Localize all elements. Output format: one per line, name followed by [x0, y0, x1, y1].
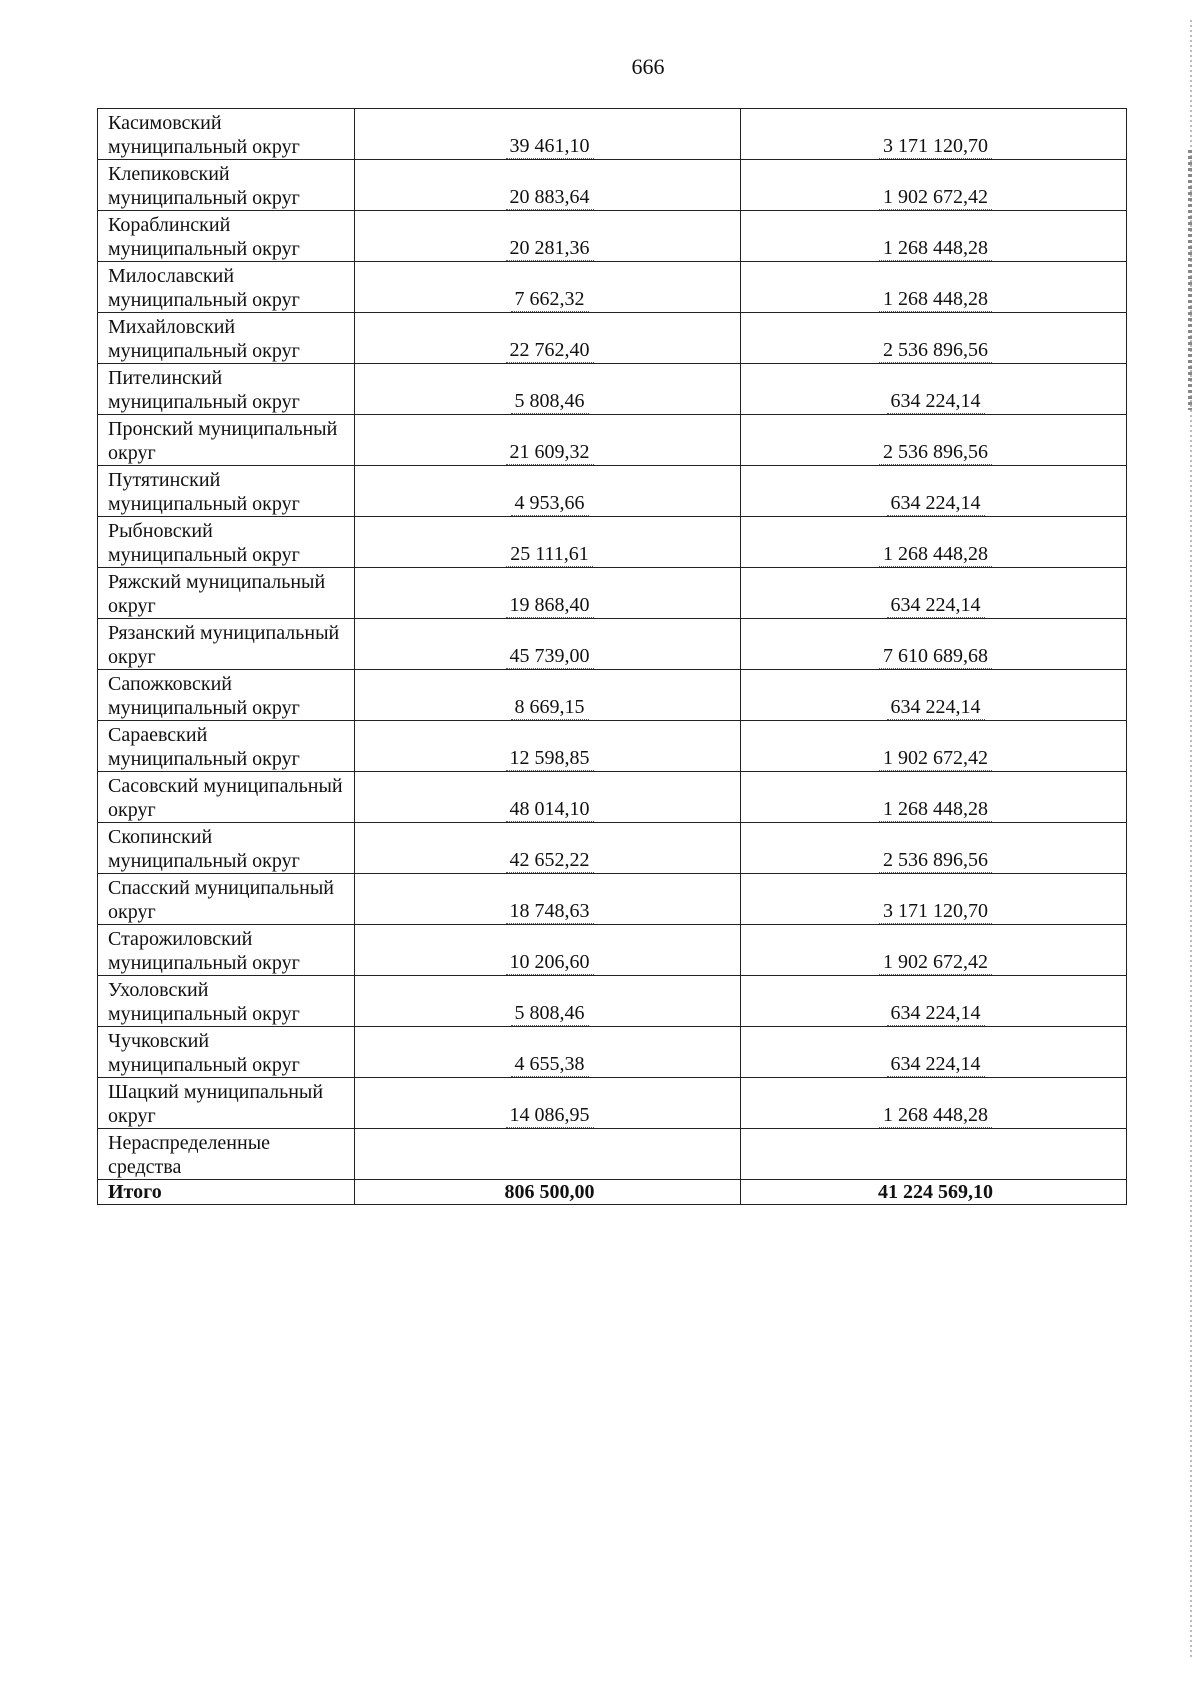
- district-name-cell: Касимовский муниципальный округ: [98, 109, 355, 160]
- amount-cell-1: [355, 721, 741, 772]
- district-name-cell: Шацкий муниципальный округ: [98, 1078, 355, 1129]
- table-row: [98, 670, 1127, 721]
- total-label-cell: Итого: [98, 1180, 355, 1205]
- table-row: [98, 364, 1127, 415]
- amount-cell-1: [355, 211, 741, 262]
- amount-cell-1: [355, 823, 741, 874]
- district-name-cell: Сапожковский муниципальный округ: [98, 670, 355, 721]
- table-row: [98, 568, 1127, 619]
- amount-value-2: 634 224,14: [887, 1001, 985, 1026]
- amount-value-1: 12 598,85: [506, 746, 594, 771]
- amount-cell-1: [355, 772, 741, 823]
- amount-cell-1: [355, 313, 741, 364]
- amount-value-2: 2 536 896,56: [879, 338, 992, 363]
- amount-value-1: 20 281,36: [506, 236, 594, 261]
- table-row: [98, 925, 1127, 976]
- amount-value-2: 1 268 448,28: [879, 797, 992, 822]
- amount-value-2: 1 268 448,28: [879, 1103, 992, 1128]
- district-name-cell: Клепиковский муниципальный округ: [98, 160, 355, 211]
- amount-cell-1: [355, 976, 741, 1027]
- table-row: [98, 1078, 1127, 1129]
- amount-value-2: 1 268 448,28: [879, 236, 992, 261]
- table-row: [98, 1027, 1127, 1078]
- district-name-cell: Нераспределенные средства: [98, 1129, 355, 1180]
- amount-value-1: 4 953,66: [511, 491, 589, 516]
- amount-value-1: 21 609,32: [506, 440, 594, 465]
- amount-value-1: 20 883,64: [506, 185, 594, 210]
- amount-cell-1: [355, 925, 741, 976]
- amount-value-1: 48 014,10: [506, 797, 594, 822]
- amount-cell-1: [355, 874, 741, 925]
- amount-cell-1: [355, 160, 741, 211]
- amount-value-2: 634 224,14: [887, 1052, 985, 1077]
- amount-cell-2: [741, 925, 1127, 976]
- amount-cell-2: [741, 313, 1127, 364]
- amount-cell-1: [355, 1129, 741, 1180]
- amount-value-2: 634 224,14: [887, 389, 985, 414]
- amount-value-2: 1 902 672,42: [879, 185, 992, 210]
- amount-value-1: 5 808,46: [511, 1001, 589, 1026]
- amount-cell-2: [741, 466, 1127, 517]
- amount-cell-1: [355, 466, 741, 517]
- amount-cell-2: [741, 415, 1127, 466]
- page-number: 666: [631, 54, 665, 79]
- total-amount-cell-2: 41 224 569,10: [741, 1180, 1127, 1205]
- amount-cell-2: [741, 160, 1127, 211]
- scan-edge-artifact-block: [1188, 150, 1192, 410]
- district-name-cell: Милославский муниципальный округ: [98, 262, 355, 313]
- district-name-cell: Сараевский муниципальный округ: [98, 721, 355, 772]
- table-row: [98, 160, 1127, 211]
- table-row: [98, 772, 1127, 823]
- table-row: [98, 262, 1127, 313]
- table-row: [98, 1129, 1127, 1180]
- table-row: [98, 313, 1127, 364]
- allocation-table: [97, 108, 1127, 1205]
- amount-cell-1: [355, 1078, 741, 1129]
- amount-cell-1: [355, 670, 741, 721]
- district-name-cell: Сасовский муниципальный округ: [98, 772, 355, 823]
- amount-cell-1: [355, 619, 741, 670]
- table-row: [98, 109, 1127, 160]
- district-name-cell: Спасский муниципальный округ: [98, 874, 355, 925]
- amount-cell-2: [741, 1027, 1127, 1078]
- district-name-cell: Скопинский муниципальный округ: [98, 823, 355, 874]
- amount-value-1: 19 868,40: [506, 593, 594, 618]
- amount-cell-2: [741, 364, 1127, 415]
- amount-value-1: 8 669,15: [511, 695, 589, 720]
- amount-value-1: 14 086,95: [506, 1103, 594, 1128]
- amount-value-1: 39 461,10: [506, 134, 594, 159]
- table-row: [98, 721, 1127, 772]
- amount-cell-1: [355, 364, 741, 415]
- amount-cell-1: [355, 262, 741, 313]
- district-name-cell: Михайловский муниципальный округ: [98, 313, 355, 364]
- table-row: [98, 415, 1127, 466]
- amount-cell-2: [741, 1129, 1127, 1180]
- amount-value-1: 22 762,40: [506, 338, 594, 363]
- table-row: [98, 466, 1127, 517]
- table-row: [98, 517, 1127, 568]
- amount-value-1: 5 808,46: [511, 389, 589, 414]
- amount-cell-2: [741, 619, 1127, 670]
- amount-cell-2: [741, 772, 1127, 823]
- amount-value-2: 7 610 689,68: [879, 644, 992, 669]
- amount-value-1: 7 662,32: [511, 287, 589, 312]
- amount-cell-1: [355, 1027, 741, 1078]
- amount-value-2: 634 224,14: [887, 695, 985, 720]
- amount-value-2: 634 224,14: [887, 593, 985, 618]
- table-row: [98, 619, 1127, 670]
- amount-value-1: 10 206,60: [506, 950, 594, 975]
- amount-value-2: 1 268 448,28: [879, 287, 992, 312]
- amount-value-2: 1 902 672,42: [879, 950, 992, 975]
- amount-value-2: 1 268 448,28: [879, 542, 992, 567]
- amount-value-2: 634 224,14: [887, 491, 985, 516]
- district-name-cell: Старожиловский муниципальный округ: [98, 925, 355, 976]
- table-row: [98, 976, 1127, 1027]
- amount-cell-1: [355, 517, 741, 568]
- amount-value-1: 45 739,00: [506, 644, 594, 669]
- amount-cell-2: [741, 568, 1127, 619]
- amount-value-1: 25 111,61: [506, 542, 593, 567]
- amount-value-2: 2 536 896,56: [879, 440, 992, 465]
- district-name-cell: Ухоловский муниципальный округ: [98, 976, 355, 1027]
- district-name-cell: Рыбновский муниципальный округ: [98, 517, 355, 568]
- amount-value-2: 3 171 120,70: [879, 899, 992, 924]
- amount-cell-1: [355, 568, 741, 619]
- table-row: [98, 874, 1127, 925]
- amount-value-2: 3 171 120,70: [879, 134, 992, 159]
- table-row: [98, 211, 1127, 262]
- amount-value-1: 18 748,63: [506, 899, 594, 924]
- amount-cell-2: [741, 517, 1127, 568]
- district-name-cell: Чучковский муниципальный округ: [98, 1027, 355, 1078]
- district-name-cell: Пронский муниципальный округ: [98, 415, 355, 466]
- amount-cell-2: [741, 874, 1127, 925]
- total-row: [98, 1180, 1127, 1205]
- amount-cell-2: [741, 721, 1127, 772]
- amount-cell-2: [741, 670, 1127, 721]
- table-row: [98, 823, 1127, 874]
- amount-cell-1: [355, 109, 741, 160]
- amount-value-2: 2 536 896,56: [879, 848, 992, 873]
- amount-cell-2: [741, 976, 1127, 1027]
- amount-cell-1: [355, 415, 741, 466]
- total-amount-cell-1: 806 500,00: [355, 1180, 741, 1205]
- district-name-cell: Пителинский муниципальный округ: [98, 364, 355, 415]
- district-name-cell: Рязанский муниципальный округ: [98, 619, 355, 670]
- table-body: [98, 109, 1127, 1205]
- amount-cell-2: [741, 1078, 1127, 1129]
- amount-cell-2: [741, 262, 1127, 313]
- amount-cell-2: [741, 211, 1127, 262]
- district-name-cell: Ряжский муниципальный округ: [98, 568, 355, 619]
- amount-value-2: 1 902 672,42: [879, 746, 992, 771]
- amount-value-1: 4 655,38: [511, 1052, 589, 1077]
- district-name-cell: Путятинский муниципальный округ: [98, 466, 355, 517]
- amount-cell-2: [741, 823, 1127, 874]
- amount-value-1: 42 652,22: [506, 848, 594, 873]
- district-name-cell: Кораблинский муниципальный округ: [98, 211, 355, 262]
- amount-cell-2: [741, 109, 1127, 160]
